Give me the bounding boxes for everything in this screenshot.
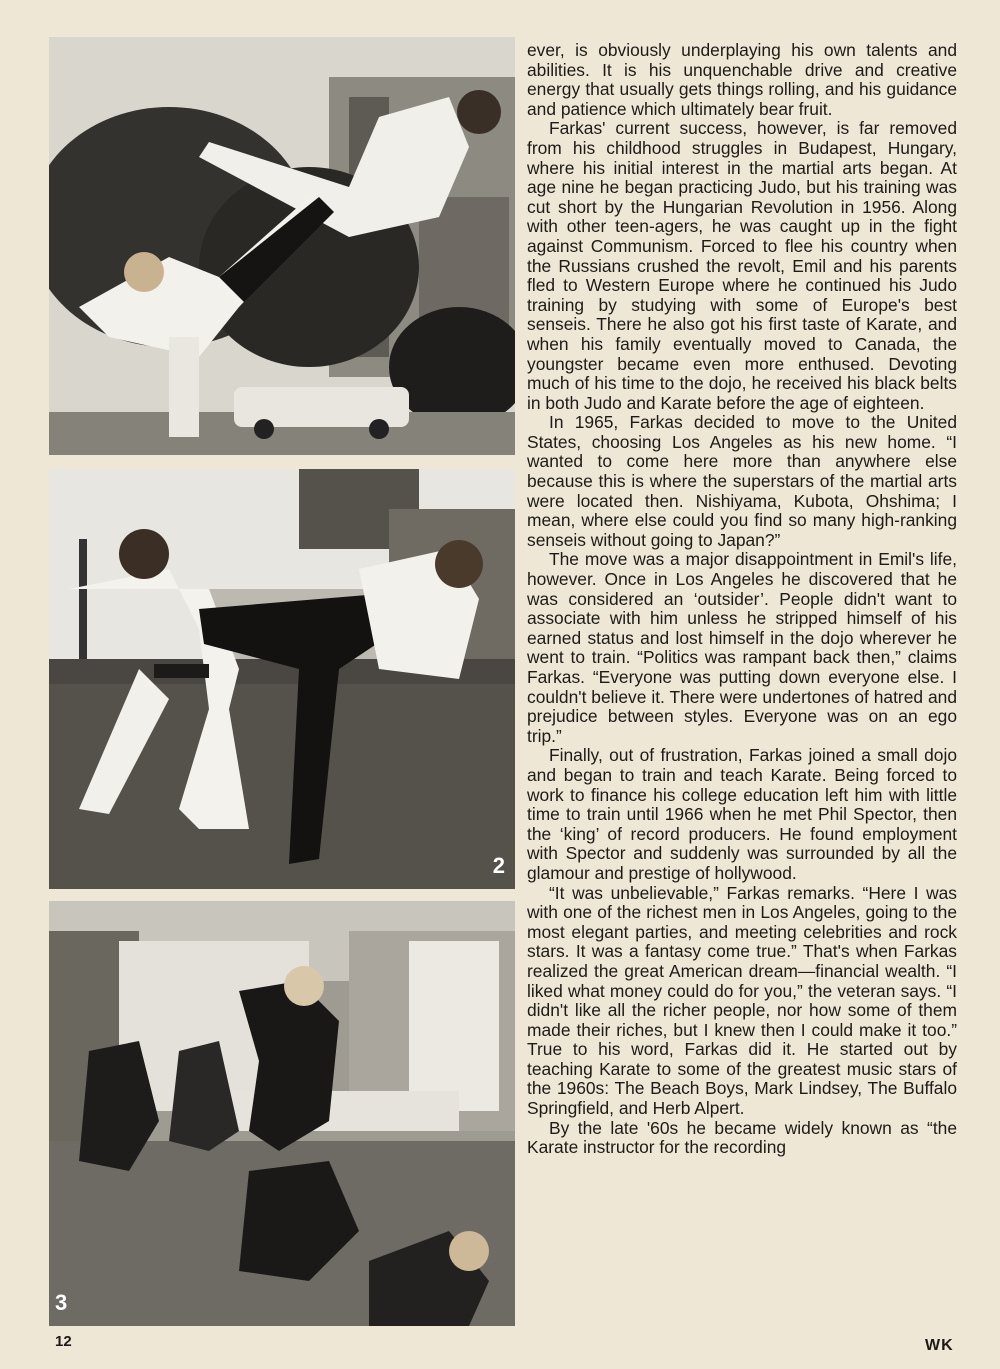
article-paragraph: Farkas' current success, however, is far removed from his childhood struggles in Budapest, Hungary, where his initial interest in the martial arts began. At age nine he began practicing Judo, but his training was cut short by the Hungarian Revolution in 1956. Along with other teen-agers, he was caught up in the fight against Communism. Forced to flee his country when the Russians crushed the revolt, Emil and his parents fled to Western Europe where he continued his Judo training by studying with some of Europe's best senseis. There he also got his first taste of Karate, and when his family eventually moved to Canada, the youngster became even more enthused. Devoting much of his time to the dojo, he received his black belts in both Judo and Karate before the age of eighteen. <box>527 118 957 413</box>
photo-flying-kick-image <box>49 37 515 455</box>
article-paragraph: The move was a major disappointment in Emil's life, however. Once in Los Angeles he discovered that he was considered an ‘outsider’. People didn't want to associate with him unless he stripped himself of his earned status and lost himself in the dojo wherever he went to train. “Politics was rampant back then,” claims Farkas. “Everyone was putting down everyone else. I couldn't believe it. There were undertones of hatred and prejudice between styles. Everyone was on an ego trip.” <box>527 549 957 746</box>
magazine-mark: WK <box>925 1337 954 1354</box>
photo-side-kick-image <box>49 469 515 889</box>
article-paragraph: “It was unbelievable,” Farkas remarks. “Here I was with one of the richest men in Los Angeles, going to the most elegant parties, and meeting celebrities and rock stars. It was a fantasy come true.” That's when Farkas realized the great American dream—financial wealth. “I liked what money could do for you,” the veteran says. “I didn't like all the richer people, nor how some of them made their riches, but I knew then I could make it too.” True to his word, Farkas did it. He started out by teaching Karate to some of the greatest music stars of the 1960s: The Beach Boys, Mark Lindsey, The Buffalo Springfield, and Herb Alpert. <box>527 882 957 1119</box>
photo-number: 2 <box>492 853 505 878</box>
article-paragraph: Finally, out of frustration, Farkas joined a small dojo and began to train and teach Karate. Being forced to work to finance his college education left him with little time to train until 1966 when he met Phil Spector, then the ‘king’ of record producers. He found employment with Spector and suddenly was surrounded by all the glamour and prestige of hollywood. <box>527 745 957 883</box>
article-text <box>527 41 957 1158</box>
photo-flying-kick <box>49 37 515 455</box>
photo-side-kick <box>49 469 515 889</box>
photo-street-fight-image <box>49 901 515 1326</box>
article-paragraph: ever, is obviously underplaying his own talents and abilities. It is his unquenchable drive and creative energy that usually gets things rolling, and his guidance and patience which ultimately bear fruit. <box>527 40 957 119</box>
article-paragraph: In 1965, Farkas decided to move to the United States, choosing Los Angeles as his new home. “I wanted to come here more than anywhere else because this is where the superstars of the martial arts were located then. Nishiyama, Kubota, Ohshima; I mean, where else could you find so many high-ranking senseis without going to Japan?” <box>527 412 957 550</box>
photo-number: 3 <box>55 1290 68 1315</box>
article-paragraph: By the late '60s he became widely known as “the Karate instructor for the recording <box>527 1117 957 1158</box>
photo-street-fight <box>49 901 515 1326</box>
page-number: 12 <box>55 1333 72 1350</box>
